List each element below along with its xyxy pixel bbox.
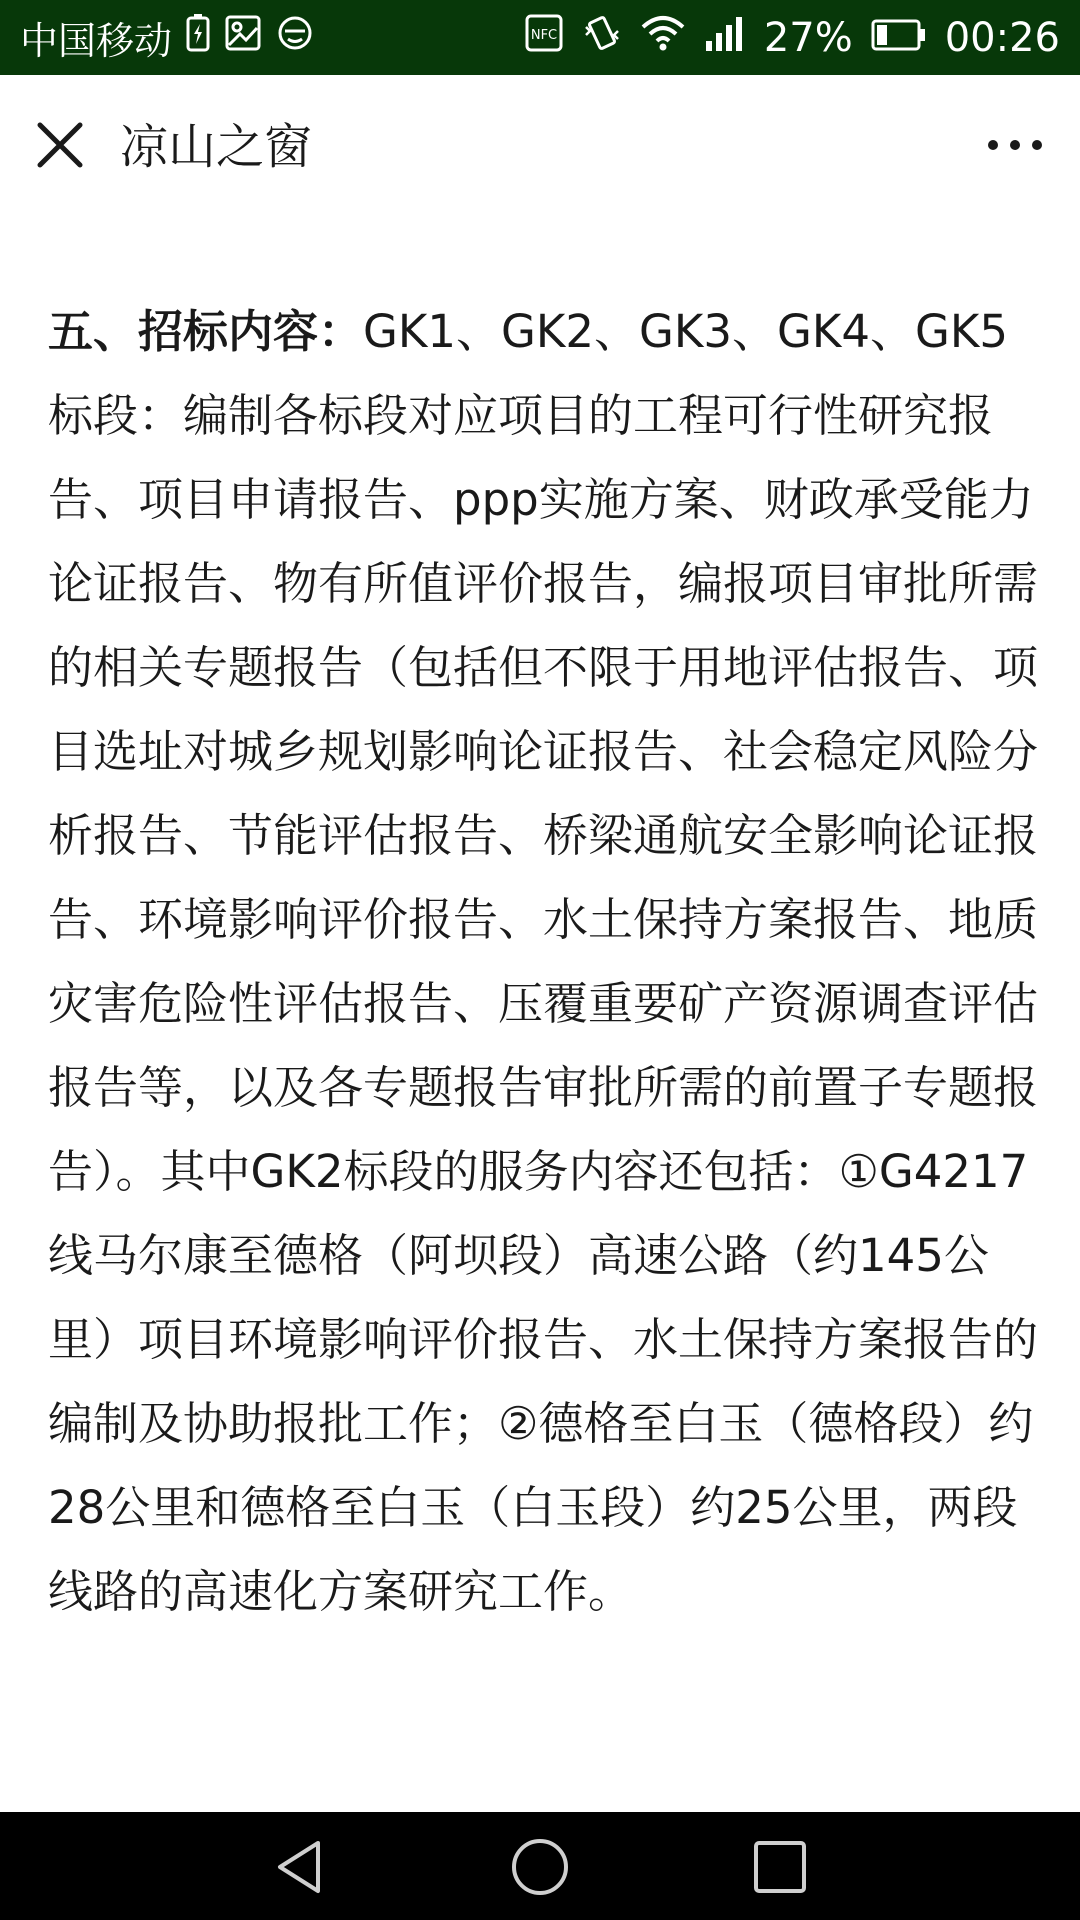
app-bar: [0, 75, 1080, 223]
more-button[interactable]: [980, 115, 1050, 175]
clock: 00:26: [944, 14, 1060, 61]
carrier-label: 中国移动: [20, 19, 173, 63]
vibrate-icon: [582, 13, 622, 63]
close-icon: [30, 115, 90, 175]
battery-saver-icon: [186, 14, 210, 61]
article-paragraph: GK1、GK2、GK3、GK4、GK5标段：编制各标段对应项目的工程可行性研究报告、项目申请报告、ppp实施方案、财政承受能力论证报告、物有所值评价报告，编报项目审批所需的相关专题报告（包括但不限于用地评估报告、项目选址对城乡规划影响论证报告、社会稳定风险分析报告、节能评估报告、桥梁通航安全影响论证报告、环境影响评价报告、水土保持方案报告、地质灾害危险性评估报告、压覆重要矿产资源调查评估报告等，以及各专题报告审批所需的前置子专题报告）。其中GK2标段的服务内容还包括：①G4217线马尔康至德格（阿坝段）高速公路（约145公里）项目环境影响评价报告、水土保持方案报告的编制及协助报批工作；②德格至白玉（德格段）约28公里和德格至白玉（白玉段）约25公里，两段线路的高速化方案研究工作。: [48, 305, 1039, 1618]
section-heading: 五、招标内容：: [48, 305, 364, 358]
more-icon: [980, 115, 1050, 175]
home-button[interactable]: [510, 1837, 570, 1897]
status-bar-right: [524, 0, 1060, 75]
home-icon: [510, 1837, 570, 1897]
back-button[interactable]: [270, 1837, 330, 1897]
battery-percent: 27%: [763, 14, 853, 61]
status-bar-left: [20, 0, 314, 75]
battery-icon: [871, 15, 927, 61]
recents-button[interactable]: [750, 1837, 810, 1897]
signal-icon: [704, 13, 746, 63]
page-title: 凉山之窗: [120, 119, 313, 175]
status-bar: [0, 0, 1080, 75]
nfc-icon: [524, 13, 564, 63]
back-icon: [270, 1837, 330, 1897]
image-icon: [224, 14, 262, 61]
recents-icon: [750, 1837, 810, 1897]
face-icon: [276, 14, 314, 61]
close-button[interactable]: [30, 115, 90, 175]
navigation-bar: [0, 1812, 1080, 1920]
wifi-icon: [640, 13, 686, 63]
article-body: [48, 290, 1038, 1634]
svg-text:NFC: NFC: [530, 27, 557, 43]
